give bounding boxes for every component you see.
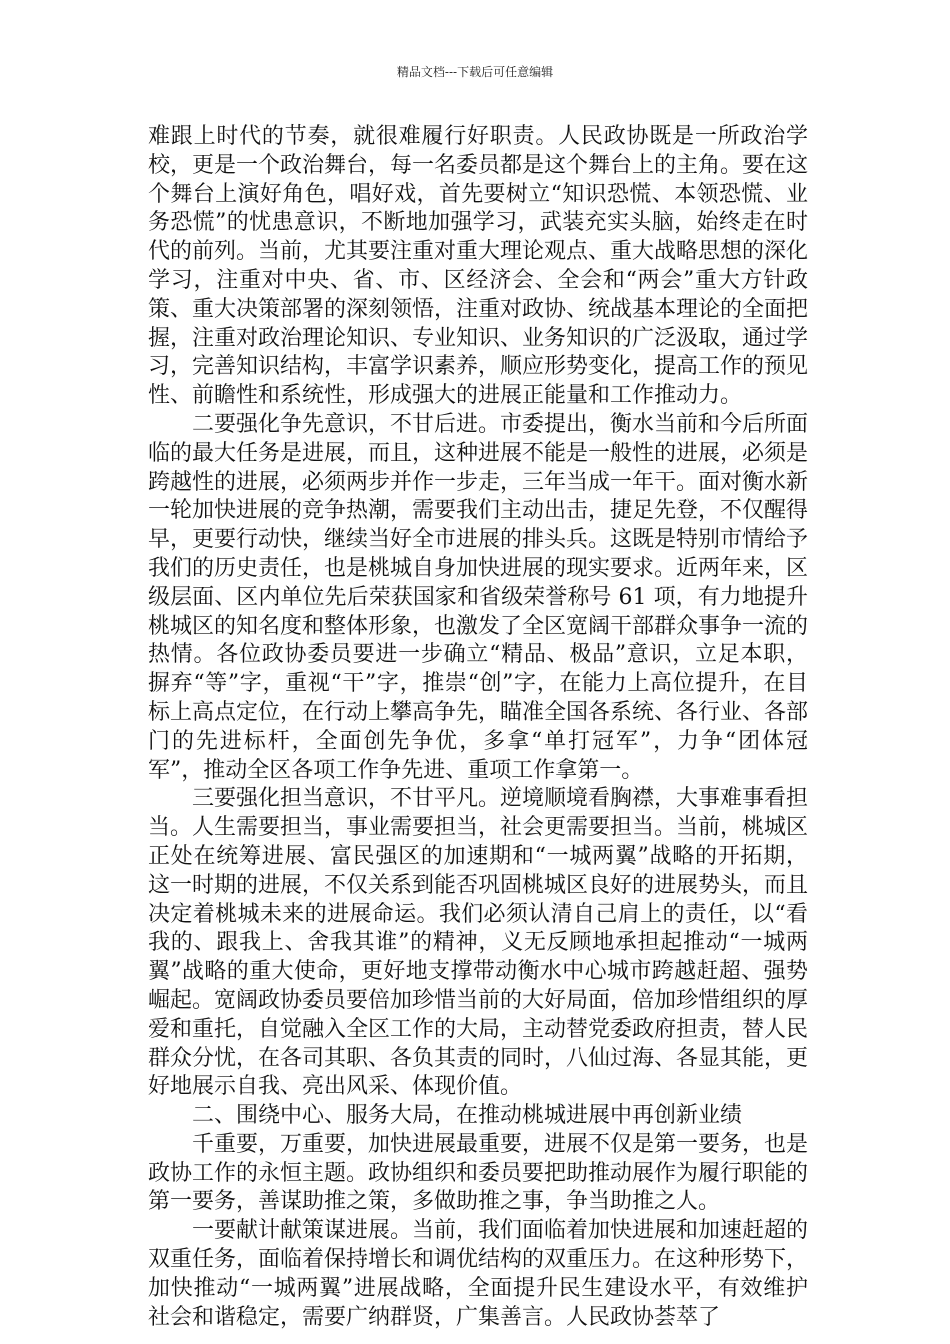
paragraph-1: 难跟上时代的节奏，就很难履行好职责。人民政协既是一所政治学校，更是一个政治舞台，每一名委员都是这个舞台上的主角。要在这个舞台上演好角色，唱好戏，首先要树立“知识恐慌、本领恐慌、业务恐慌”的忧患意识，不断地加强学习，武装充实头脑，始终走在时代的前列。当前，尤其要注重对重大理论观点、重大战略思想的深化学习，注重对中央、省、市、区经济会、全会和“两会”重大方针政策、重大决策部署的深刻领悟，注重对政协、统战基本理论的全面把握，注重对政治理论知识、专业知识、业务知识的广泛汲取，通过学习，完善知识结构，丰富学识素养，顺应形势变化，提高工作的预见性、前瞻性和系统性，形成强大的进展正能量和工作推动力。 — [148, 124, 809, 409]
page-header: 精品文档---下载后可任意编辑 — [396, 65, 554, 79]
paragraph-3: 三要强化担当意识，不甘平凡。逆境顺境看胸襟，大事难事看担当。人生需要担当，事业需要担当，社会更需要担当。当前，桃城区正处在统筹进展、富民强区的加速期和“一城两翼”战略的开拓期，这一时期的进展，不仅关系到能否巩固桃城区良好的进展势头，而且决定着桃城未来的进展命运。我们必须认清自己肩上的责任，以“看我的、跟我上、舍我其谁”的精神，义无反顾地承担起推动“一城两翼”战略的重大使命，更好地支撑带动衡水中心城市跨越赶超、强势崛起。宽阔政协委员要倍加珍惜当前的大好局面，倍加珍惜组织的厚爱和重托，自觉融入全区工作的大局，主动替党委政府担责，替人民群众分忧，在各司其职、各负其责的同时，八仙过海、各显其能，更好地展示自我、亮出风采、体现价值。 — [148, 786, 809, 1100]
paragraph-4: 千重要，万重要，加快进展最重要，进展不仅是第一要务，也是政协工作的永恒主题。政协组织和委员要把助推动展作为履行职能的第一要务，善谋助推之策，多做助推之事，争当助推之人。 — [148, 1131, 809, 1215]
section-heading: 二、围绕中心、服务大局，在推动桃城进展中再创新业绩 — [192, 1103, 743, 1129]
paragraph-2: 二要强化争先意识，不甘后进。市委提出，衡水当前和今后所面临的最大任务是进展，而且，这种进展不能是一般性的进展，必须是跨越性的进展，必须两步并作一步走，三年当成一年干。面对衡水新一轮加快进展的竞争热潮，需要我们主动出击，捷足先登，不仅醒得早，更要行动快，继续当好全市进展的排头兵。这既是特别市情给予我们的历史责任，也是桃城自身加快进展的现实要求。近两年来，区级层面、区内单位先后荣获国家和省级荣誉称号 61 项，有力地提升桃城区的知名度和整体形象，也激发了全区宽阔干部群众事争一流的热情。各位政协委员要进一步确立“精品、极品”意识，立足本职，摒弃“等”字，重视“干”字，推崇“创”字，在能力上高位提升，在目标上高点定位，在行动上攀高争先，瞄准全国各系统、各行业、各部门的先进标杆，全面创先争优，多拿“单打冠军”，力争“团体冠军”，推动全区各项工作争先进、重项工作拿第一。 — [148, 411, 809, 783]
document-body — [148, 123, 808, 1332]
paragraph-5: 一要献计献策谋进展。当前，我们面临着加快进展和加速赶超的双重任务，面临着保持增长和调优结构的双重压力。在这种形势下，加快推动“一城两翼”进展战略，全面提升民生建设水平，有效维护社会和谐稳定，需要广纳群贤，广集善言。人民政协荟萃了 — [148, 1218, 809, 1330]
